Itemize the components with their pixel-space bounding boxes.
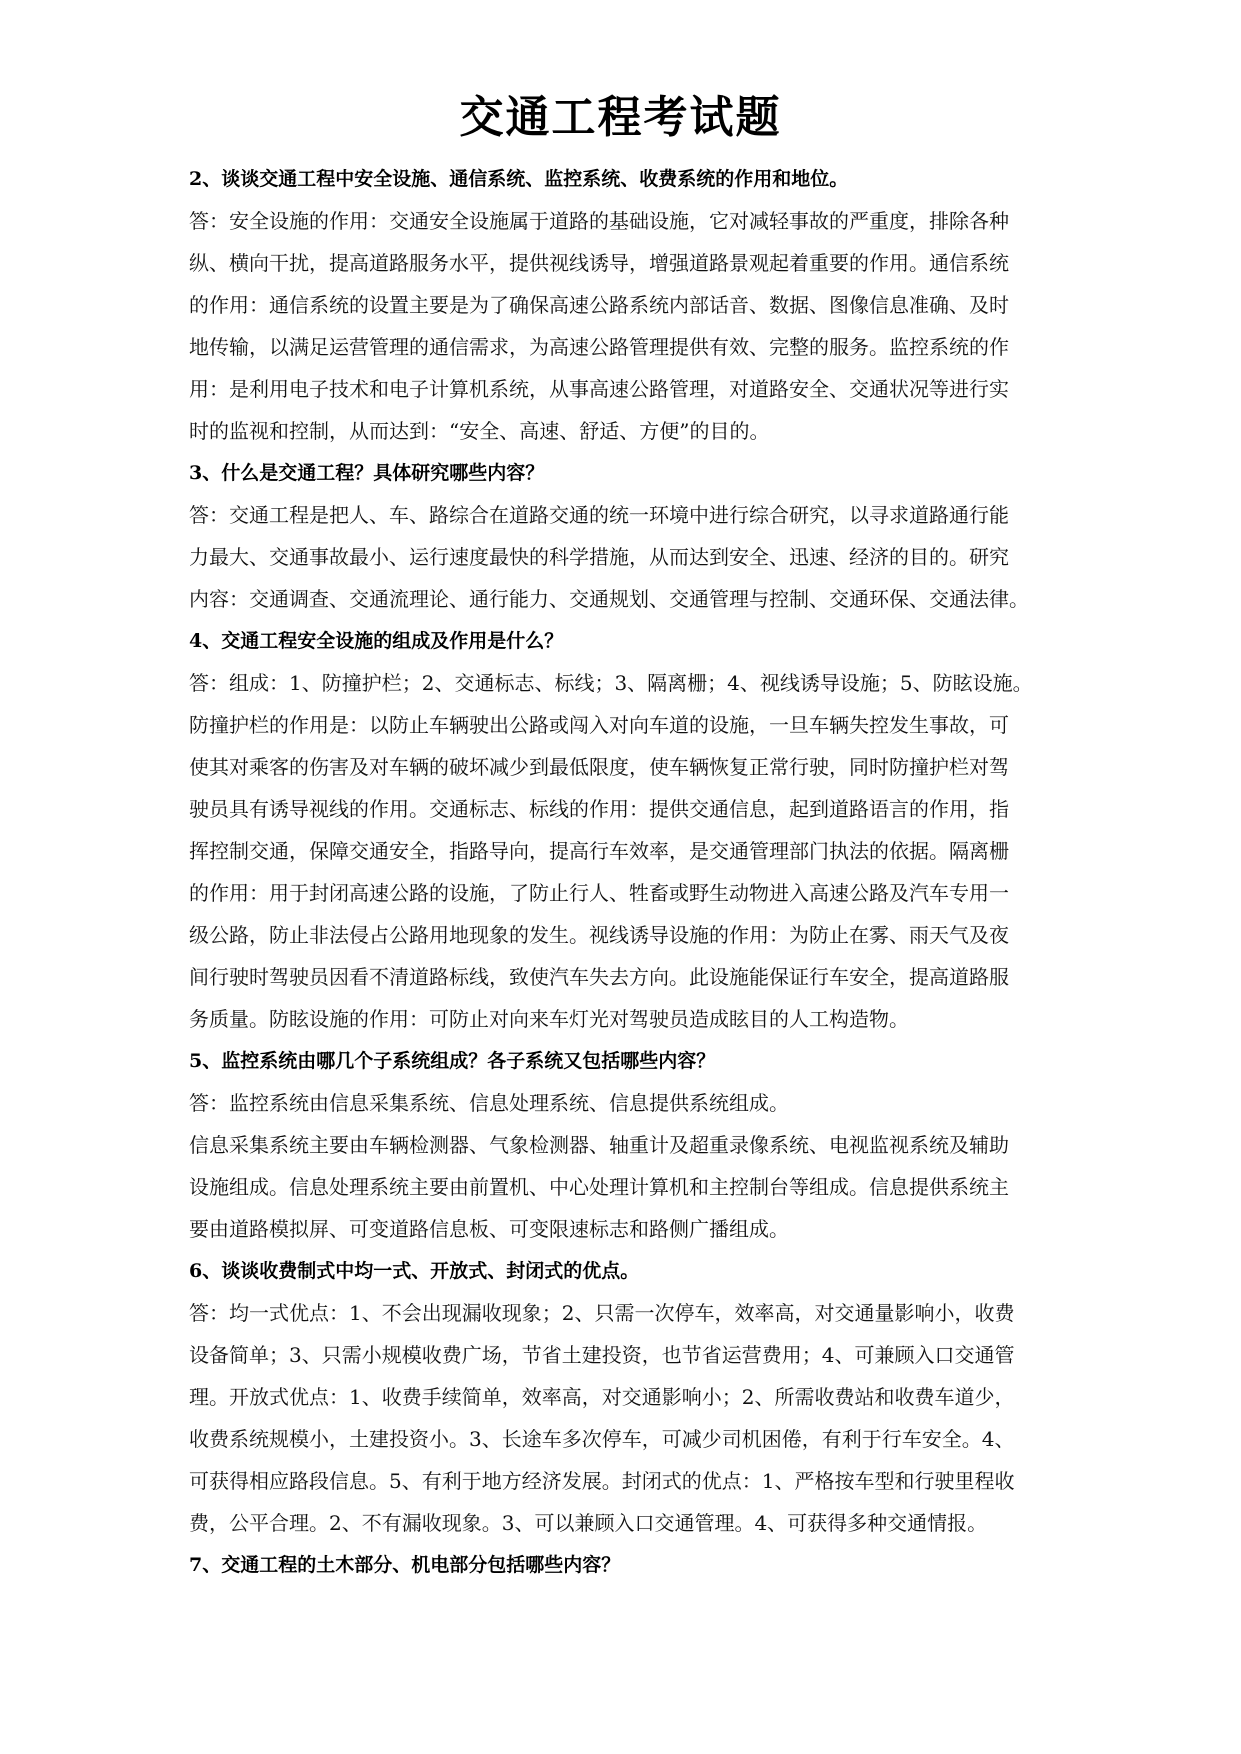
qa-section xyxy=(189,452,1084,620)
answer-line: 可获得相应路段信息。5、有利于地方经济发展。封闭式的优点：1、严格按车型和行驶里程收 xyxy=(189,1469,1015,1493)
page-title: 交通工程考试题 xyxy=(459,92,782,143)
answer-line: 用：是利用电子技术和电子计算机系统，从事高速公路管理，对道路安全、交通状况等进行实 xyxy=(189,377,1009,401)
answer-line: 使其对乘客的伤害及对车辆的破坏减少到最低限度，使车辆恢复正常行驶，同时防撞护栏对驾 xyxy=(189,755,1009,779)
qa-section xyxy=(189,620,1084,1040)
qa-section xyxy=(189,1250,1084,1544)
answer-line: 答：安全设施的作用：交通安全设施属于道路的基础设施，它对减轻事故的严重度，排除各种 xyxy=(189,209,1009,233)
answer-line: 答：监控系统由信息采集系统、信息处理系统、信息提供系统组成。 xyxy=(189,1091,789,1115)
question-heading: 2、谈谈交通工程中安全设施、通信系统、监控系统、收费系统的作用和地位。 xyxy=(189,168,849,190)
answer-line: 的作用：通信系统的设置主要是为了确保高速公路系统内部话音、数据、图像信息准确、及时 xyxy=(189,293,1009,317)
answer-line: 设备简单；3、只需小规模收费广场，节省土建投资，也节省运营费用；4、可兼顾入口交通管 xyxy=(189,1343,1015,1367)
qa-section xyxy=(189,1040,1084,1250)
question-heading: 3、什么是交通工程？具体研究哪些内容？ xyxy=(189,462,545,484)
answer-line: 内容：交通调查、交通流理论、通行能力、交通规划、交通管理与控制、交通环保、交通法律。 xyxy=(189,587,1029,611)
answer-text xyxy=(189,200,1084,452)
answer-text xyxy=(189,1082,1084,1250)
question-heading: 5、监控系统由哪几个子系统组成？各子系统又包括哪些内容？ xyxy=(189,1050,716,1072)
answer-line: 间行驶时驾驶员因看不清道路标线，致使汽车失去方向。此设施能保证行车安全，提高道路服 xyxy=(189,965,1009,989)
answer-line: 答：均一式优点：1、不会出现漏收现象；2、只需一次停车，效率高，对交通量影响小，收费 xyxy=(189,1301,1015,1325)
answer-line: 费，公平合理。2、不有漏收现象。3、可以兼顾入口交通管理。4、可获得多种交通情报。 xyxy=(189,1511,988,1535)
answer-line: 地传输，以满足运营管理的通信需求，为高速公路管理提供有效、完整的服务。监控系统的作 xyxy=(189,335,1009,359)
answer-text xyxy=(189,1292,1084,1544)
answer-line: 驶员具有诱导视线的作用。交通标志、标线的作用：提供交通信息，起到道路语言的作用，指 xyxy=(189,797,1009,821)
answer-line: 答：交通工程是把人、车、路综合在道路交通的统一环境中进行综合研究，以寻求道路通行能 xyxy=(189,503,1009,527)
qa-section xyxy=(189,1544,1084,1586)
answer-line: 纵、横向干扰，提高道路服务水平，提供视线诱导，增强道路景观起着重要的作用。通信系统 xyxy=(189,251,1009,275)
answer-text xyxy=(189,494,1084,620)
answer-line: 防撞护栏的作用是：以防止车辆驶出公路或闯入对向车道的设施，一旦车辆失控发生事故，可 xyxy=(189,713,1009,737)
answer-line: 挥控制交通，保障交通安全，指路导向，提高行车效率，是交通管理部门执法的依据。隔离栅 xyxy=(189,839,1009,863)
question-heading: 7、交通工程的土木部分、机电部分包括哪些内容？ xyxy=(189,1554,621,1576)
answer-line: 设施组成。信息处理系统主要由前置机、中心处理计算机和主控制台等组成。信息提供系统主 xyxy=(189,1175,1009,1199)
answer-line: 信息采集系统主要由车辆检测器、气象检测器、轴重计及超重录像系统、电视监视系统及辅助 xyxy=(189,1133,1009,1157)
answer-line: 理。开放式优点：1、收费手续简单，效率高，对交通影响小；2、所需收费站和收费车道少， xyxy=(189,1385,1015,1409)
answer-line: 要由道路模拟屏、可变道路信息板、可变限速标志和路侧广播组成。 xyxy=(189,1217,789,1241)
answer-line: 的作用：用于封闭高速公路的设施，了防止行人、牲畜或野生动物进入高速公路及汽车专用一 xyxy=(189,881,1009,905)
answer-line: 时的监视和控制，从而达到：“安全、高速、舒适、方便”的目的。 xyxy=(189,419,770,443)
answer-line: 收费系统规模小，土建投资小。3、长途车多次停车，可减少司机困倦，有利于行车安全。4、 xyxy=(189,1427,1015,1451)
answer-line: 级公路，防止非法侵占公路用地现象的发生。视线诱导设施的作用：为防止在雾、雨天气及夜 xyxy=(189,923,1009,947)
question-heading: 6、谈谈收费制式中均一式、开放式、封闭式的优点。 xyxy=(189,1260,640,1282)
answer-line: 答：组成：1、防撞护栏；2、交通标志、标线；3、隔离栅；4、视线诱导设施；5、防眩设施。 xyxy=(189,671,1033,695)
answer-line: 力最大、交通事故最小、运行速度最快的科学措施，从而达到安全、迅速、经济的目的。研究 xyxy=(189,545,1009,569)
question-heading: 4、交通工程安全设施的组成及作用是什么？ xyxy=(189,630,564,652)
qa-section xyxy=(189,158,1084,452)
answer-line: 务质量。防眩设施的作用：可防止对向来车灯光对驾驶员造成眩目的人工构造物。 xyxy=(189,1007,909,1031)
document-body xyxy=(189,158,1084,1586)
answer-text xyxy=(189,662,1084,1040)
